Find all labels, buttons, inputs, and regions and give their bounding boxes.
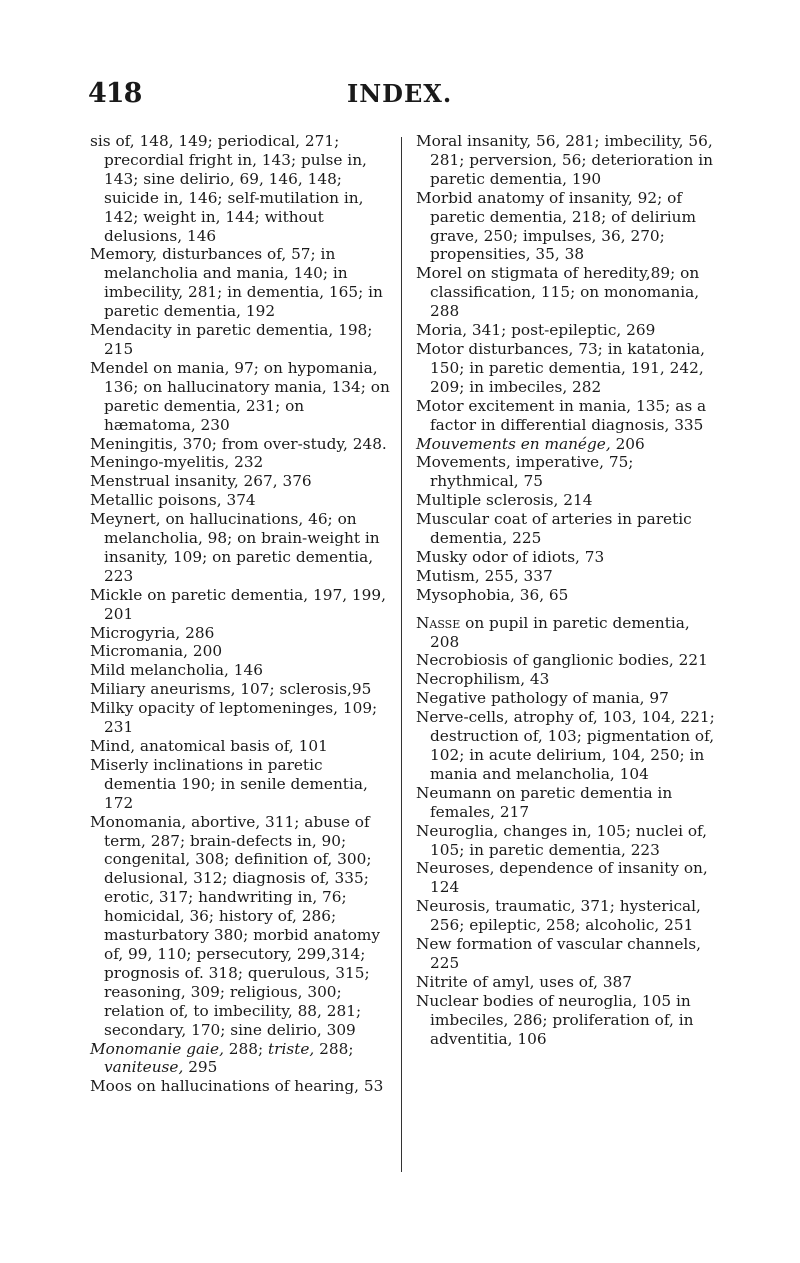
index-entry: Motor excitement in mania, 135; as a factor in differential diagnosis, 335 [416, 396, 707, 434]
index-entry: Meningo-myelitis, 232 [90, 453, 264, 472]
index-entry: Necrobiosis of ganglionic bodies, 221 [416, 651, 708, 670]
index-entry: Meynert, on hallucinations, 46; on melancholia, 98; on brain-weight in insanity, 109; on paretic dementia, 223 [90, 510, 380, 585]
entry-text: 295 [183, 1058, 218, 1077]
index-entry: Milky opacity of leptomeninges, 109; 231 [90, 699, 378, 737]
entry-text: 206 [610, 434, 645, 453]
italic-term: Monomanie gaie, [90, 1039, 224, 1058]
index-entry: Nuclear bodies of neuroglia, 105 in imbeciles, 286; proliferation of, in adventitia, 106 [416, 991, 694, 1048]
running-title: INDEX. [347, 79, 453, 108]
index-entry: Morbid anatomy of insanity, 92; of paretic dementia, 218; of delirium grave, 250; impulses, 36, 270; propensities, 35, 38 [416, 188, 697, 264]
index-entry: Menstrual insanity, 267, 376 [90, 472, 312, 491]
right-column [416, 132, 718, 1049]
left-column [90, 132, 390, 1096]
italic-term: Mouvements en manége, [416, 434, 611, 453]
index-entry: Mind, anatomical basis of, 101 [90, 737, 328, 755]
index-entry: Microgyria, 286 [90, 623, 215, 642]
index-entry-smallcaps [416, 614, 718, 652]
index-entry: Neuroses, dependence of insanity on, 124 [416, 859, 708, 897]
index-entry: Multiple sclerosis, 214 [416, 491, 593, 510]
index-entry: Neumann on paretic dementia in females, 217 [416, 783, 673, 821]
index-entry: Nitrite of amyl, uses of, 387 [416, 972, 633, 991]
index-entry: Mild melancholia, 146 [90, 661, 263, 680]
index-entry: Miliary aneurisms, 107; sclerosis,95 [90, 680, 372, 699]
index-entry: Micromania, 200 [90, 642, 223, 661]
index-entry: New formation of vascular channels, 225 [416, 935, 702, 972]
index-entry: Meningitis, 370; from over-study, 248. [90, 434, 387, 453]
index-entry-italic [416, 435, 718, 454]
italic-term: triste, [268, 1039, 315, 1058]
entry-text: on pupil in paretic dementia, 208 [430, 613, 690, 651]
index-entry: Moos on hallucinations of hearing, 53 [90, 1077, 384, 1096]
italic-term: vaniteuse, [104, 1058, 184, 1077]
index-entry: Mysophobia, 36, 65 [416, 585, 569, 604]
page-header [0, 78, 800, 118]
entry-text: 288; [314, 1039, 354, 1058]
index-entry: Metallic poisons, 374 [90, 491, 256, 510]
index-entry: Negative pathology of mania, 97 [416, 689, 669, 708]
index-entry: Muscular coat of arteries in paretic dementia, 225 [416, 510, 692, 548]
index-entry: Monomania, abortive, 311; abuse of term, 287; brain-defects in, 90; congenital, 308; definition of, 300; delusional, 312; diagnosis of, 335; erotic, 317; handwriting in, 76; homicidal, 36; history of, 286; masturbatory 380; morbid anatomy of, 99, 110; persecutory, 299,314; prognosis of. 318; querulous, 315; reasoning, 309; religious, 300; relation of, to imbecility, 88, 281; secondary, 170; sine delirio, 309 [90, 812, 381, 1039]
index-entry: Neuroglia, changes in, 105; nuclei of, 105; in paretic dementia, 223 [416, 821, 708, 859]
index-entry: Motor disturbances, 73; in katatonia, 150; in paretic dementia, 191, 242, 209; in imbeciles, 282 [416, 339, 706, 396]
index-entry: Mutism, 255, 337 [416, 566, 553, 585]
index-entry: Morel on stigmata of heredity,89; on classification, 115; on monomania, 288 [416, 264, 700, 321]
page-number: 418 [88, 78, 142, 109]
index-entry: Neurosis, traumatic, 371; hysterical, 256; epileptic, 258; alcoholic, 251 [416, 897, 701, 935]
entry-text: 288; [223, 1039, 269, 1058]
index-entry: Mendel on mania, 97; on hypomania, 136; on hallucinatory mania, 134; on paretic dementia, 231; on hæmatoma, 230 [90, 358, 390, 434]
index-entry: Moral insanity, 56, 281; imbecility, 56, 281; perversion, 56; deterioration in paretic dementia, 190 [416, 132, 713, 188]
column-divider [401, 137, 402, 1172]
index-entry: Mendacity in paretic dementia, 198; 215 [90, 321, 373, 358]
index-entry: Mickle on paretic dementia, 197, 199, 201 [90, 585, 386, 623]
index-entry: sis of, 148, 149; periodical, 271; precordial fright in, 143; pulse in, 143; sine delirio, 69, 146, 148; suicide in, 146; self-mutilation in, 142; weight in, 144; without delusions, 146 [90, 132, 367, 245]
index-entry: Memory, disturbances of, 57; in melancholia and mania, 140; in imbecility, 281; in dementia, 165; in paretic dementia, 192 [90, 245, 383, 321]
index-entry: Movements, imperative, 75; rhythmical, 75 [416, 453, 634, 491]
index-entry-italic [90, 1040, 390, 1078]
index-entry: Musky odor of idiots, 73 [416, 547, 605, 566]
index-entry: Necrophilism, 43 [416, 670, 550, 689]
index-entry: Nerve-cells, atrophy of, 103, 104, 221; destruction of, 103; pigmentation of, 102; in acute delirium, 104, 250; in mania and melancholia, 104 [416, 708, 715, 783]
smallcaps-term: Nasse [416, 613, 461, 632]
index-entry: Miserly inclinations in paretic dementia 190; in senile dementia, 172 [90, 755, 368, 812]
index-entry: Moria, 341; post-epileptic, 269 [416, 321, 656, 340]
